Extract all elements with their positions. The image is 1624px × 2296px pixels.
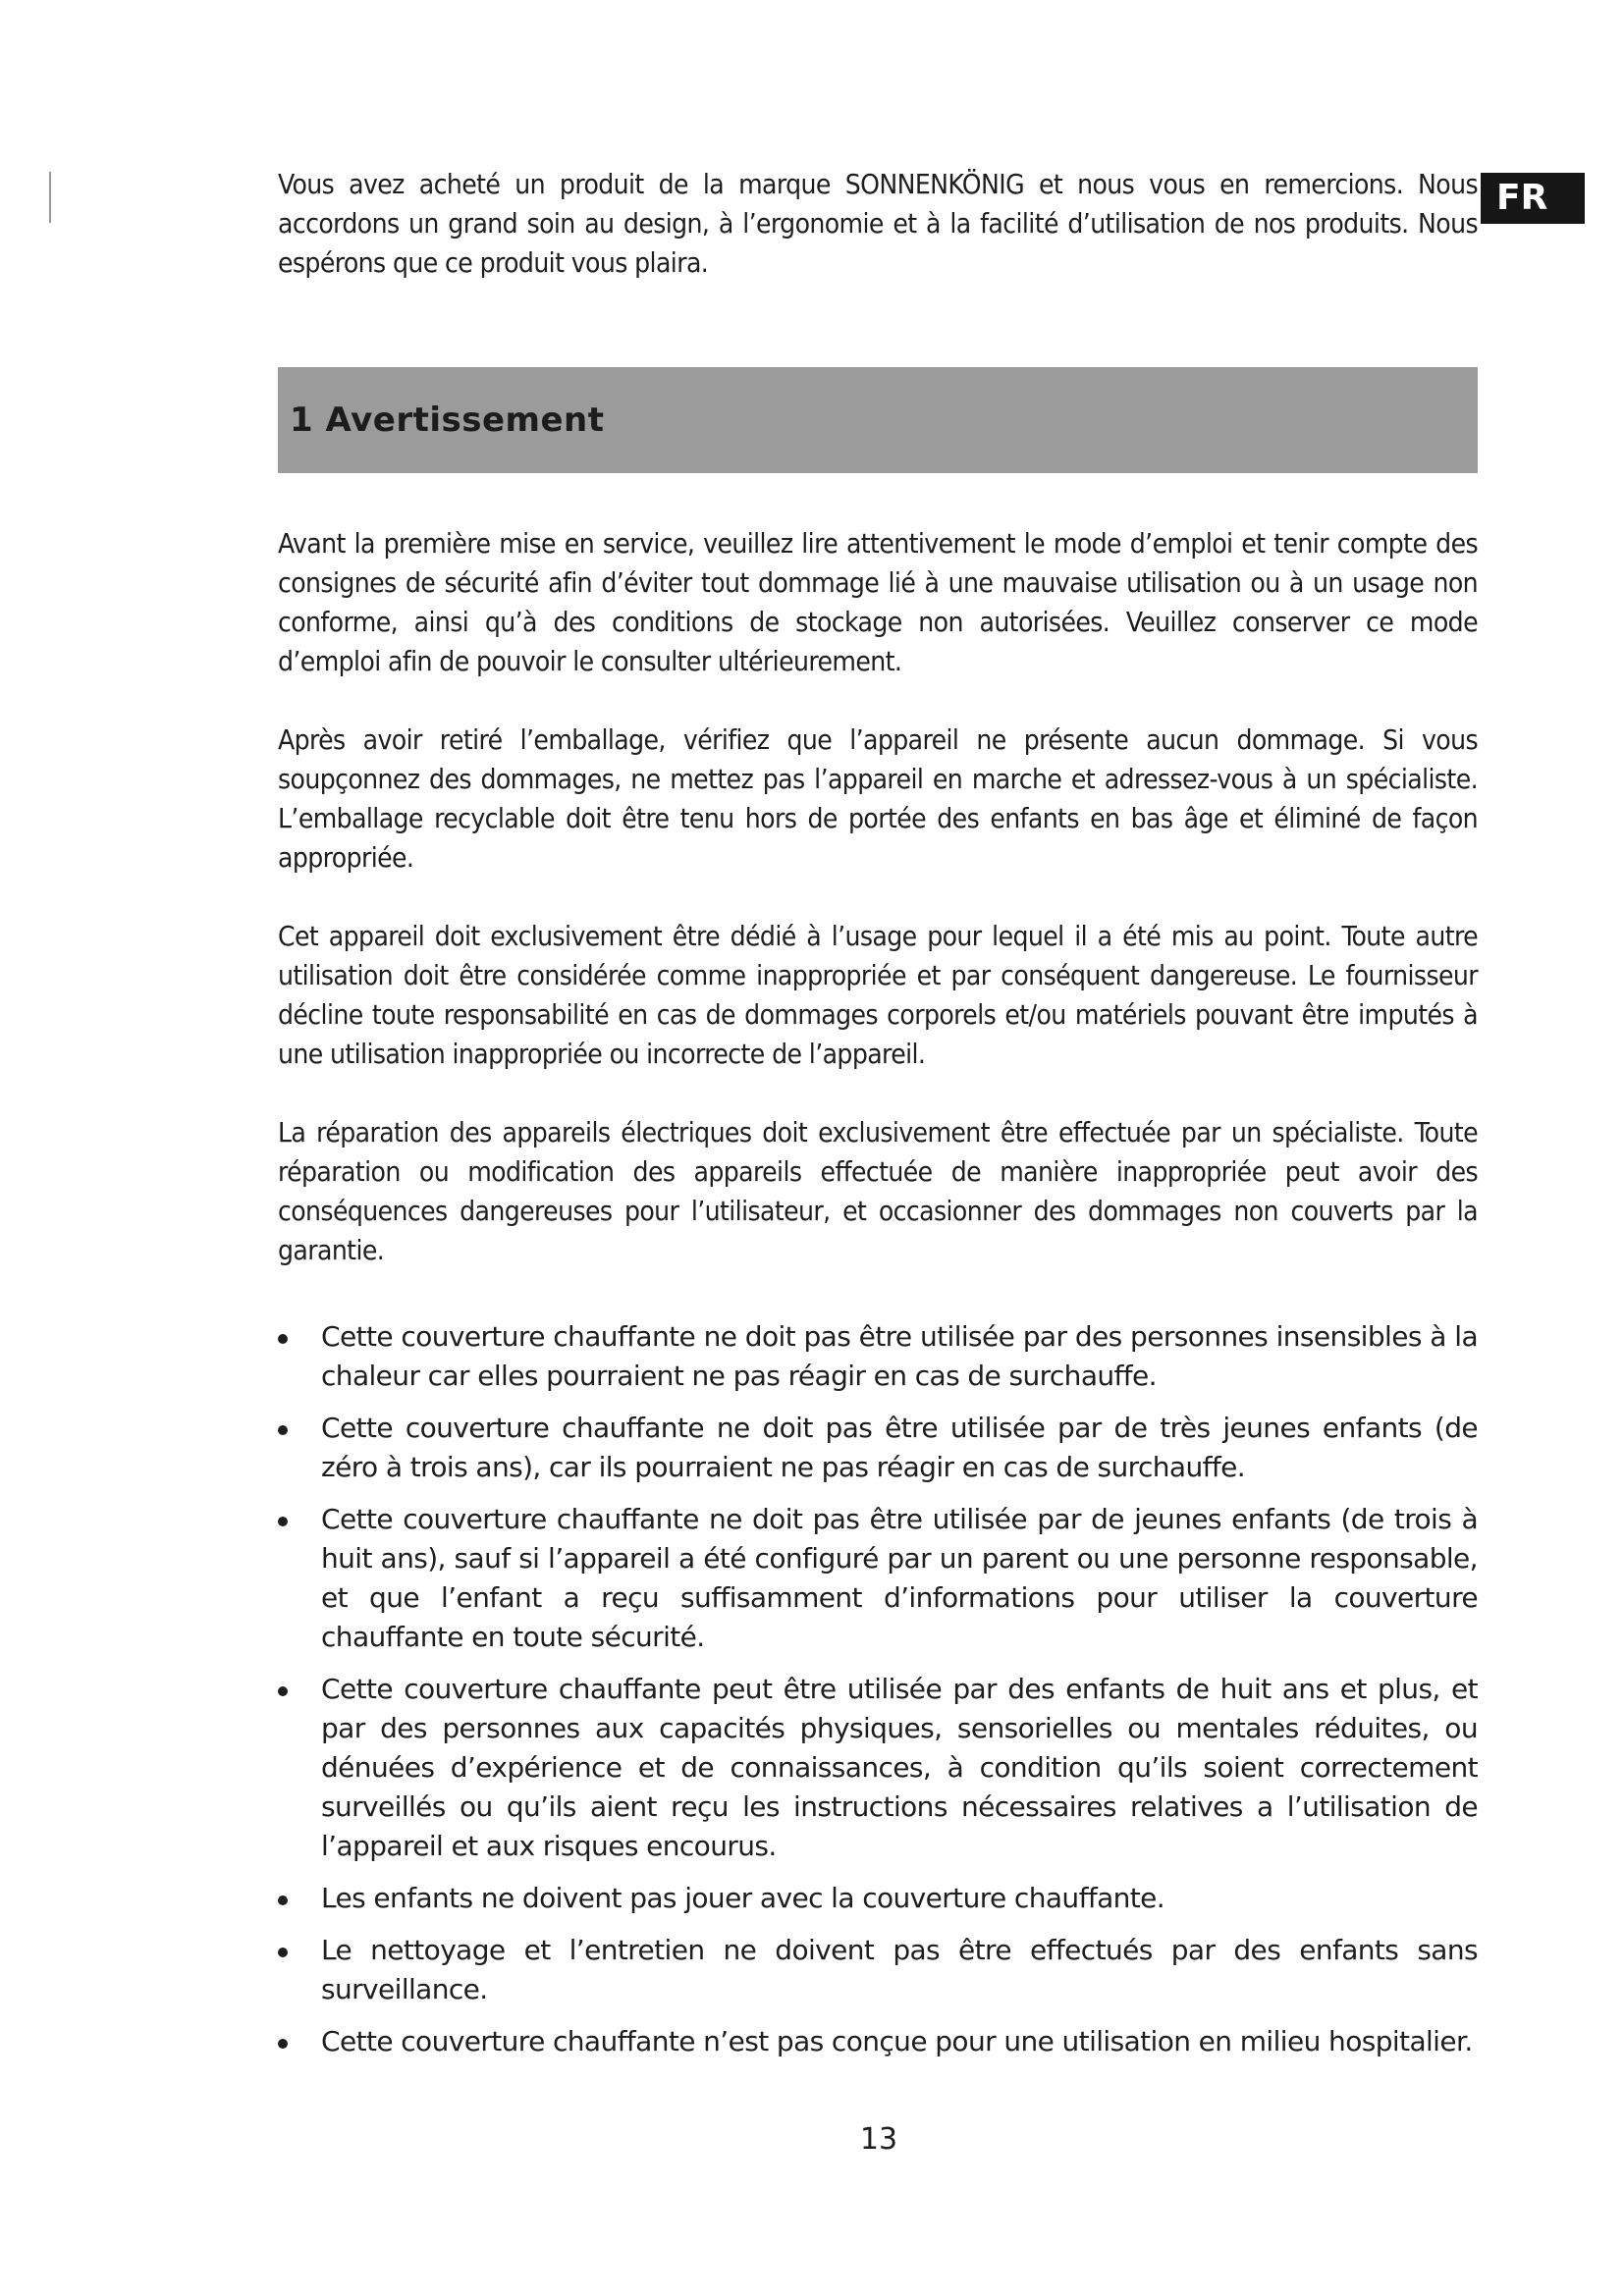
bullet-dot-icon <box>278 1948 288 1957</box>
warning-paragraph: Cet appareil doit exclusivement être dédié à l’usage pour lequel il a été mis au point. Toute autre utilisation doit être considérée comme inappropriée et par conséquent dangereuse. Le fournisseur décline toute responsabilité en cas de dommages corporels et/ou matériels pouvant être imputés à une utilisation inappropriée ou incorrecte de l’appareil. <box>278 920 1478 1070</box>
intro-paragraph: Vous avez acheté un produit de la marque SONNENKÖNIG et nous vous en remercions. Nous accordons un grand soin au design, à l’ergonomie et à la facilité d’utilisation de nos produits. Nous espérons que ce produit vous plaira. <box>278 168 1478 279</box>
language-badge: FR <box>1481 173 1585 224</box>
bullet-item: Les enfants ne doivent pas jouer avec la couverture chauffante. <box>278 1879 1478 1918</box>
bullet-item: Cette couverture chauffante peut être utilisée par des enfants de huit ans et plus, et par des personnes aux capacités physiques, sensorielles ou mentales réduites, ou dénuées d’expérience et de connaissances, à condition qu’ils soient correctement surveillés ou qu’ils aient reçu les instructions nécessaires relatives a l’utilisation de l’appareil et aux risques encourus. <box>278 1670 1478 1866</box>
bullet-dot-icon <box>278 1517 288 1526</box>
safety-bullet-list <box>278 1317 1478 2061</box>
margin-marker-line <box>49 172 51 223</box>
warning-paragraph: Après avoir retiré l’emballage, vérifiez que l’appareil ne présente aucun dommage. Si vous soupçonnez des dommages, ne mettez pas l’appareil en marche et adressez-vous à un spécialiste. L’emballage recyclable doit être tenu hors de portée des enfants en bas âge et éliminé de façon appropriée. <box>278 723 1478 874</box>
bullet-dot-icon <box>278 1896 288 1905</box>
section-title: 1 Avertissement <box>278 367 1478 473</box>
bullet-item: Le nettoyage et l’entretien ne doivent pas être effectués par des enfants sans surveillance. <box>278 1931 1478 2009</box>
bullet-dot-icon <box>278 2039 288 2049</box>
bullet-dot-icon <box>278 1425 288 1435</box>
warning-paragraph: La réparation des appareils électriques doit exclusivement être effectuée par un spécialiste. Toute réparation ou modification des appareils effectuée de manière inappropriée peut avoir des conséquences dangereuses pour l’utilisateur, et occasionner des dommages non couverts par la garantie. <box>278 1116 1478 1266</box>
bullet-item: Cette couverture chauffante ne doit pas être utilisée par de jeunes enfants (de trois à huit ans), sauf si l’appareil a été configuré par un parent ou une personne responsable, et que l’enfant a reçu suffisamment d’informations pour utiliser la couverture chauffante en toute sécurité. <box>278 1500 1478 1657</box>
page-number: 13 <box>859 2122 898 2157</box>
page-content <box>278 165 1478 2074</box>
bullet-item: Cette couverture chauffante n’est pas conçue pour une utilisation en milieu hospitalier. <box>278 2022 1478 2061</box>
bullet-dot-icon <box>278 1334 288 1344</box>
bullet-item: Cette couverture chauffante ne doit pas être utilisée par de très jeunes enfants (de zéro à trois ans), car ils pourraient ne pas réagir en cas de surchauffe. <box>278 1409 1478 1487</box>
bullet-item: Cette couverture chauffante ne doit pas être utilisée par des personnes insensibles à la chaleur car elles pourraient ne pas réagir en cas de surchauffe. <box>278 1317 1478 1396</box>
bullet-dot-icon <box>278 1686 288 1696</box>
warning-paragraph: Avant la première mise en service, veuillez lire attentivement le mode d’emploi et tenir compte des consignes de sécurité afin d’éviter tout dommage lié à une mauvaise utilisation ou à un usage non conforme, ainsi qu’à des conditions de stockage non autorisées. Veuillez conserver ce mode d’emploi afin de pouvoir le consulter ultérieurement. <box>278 527 1478 677</box>
